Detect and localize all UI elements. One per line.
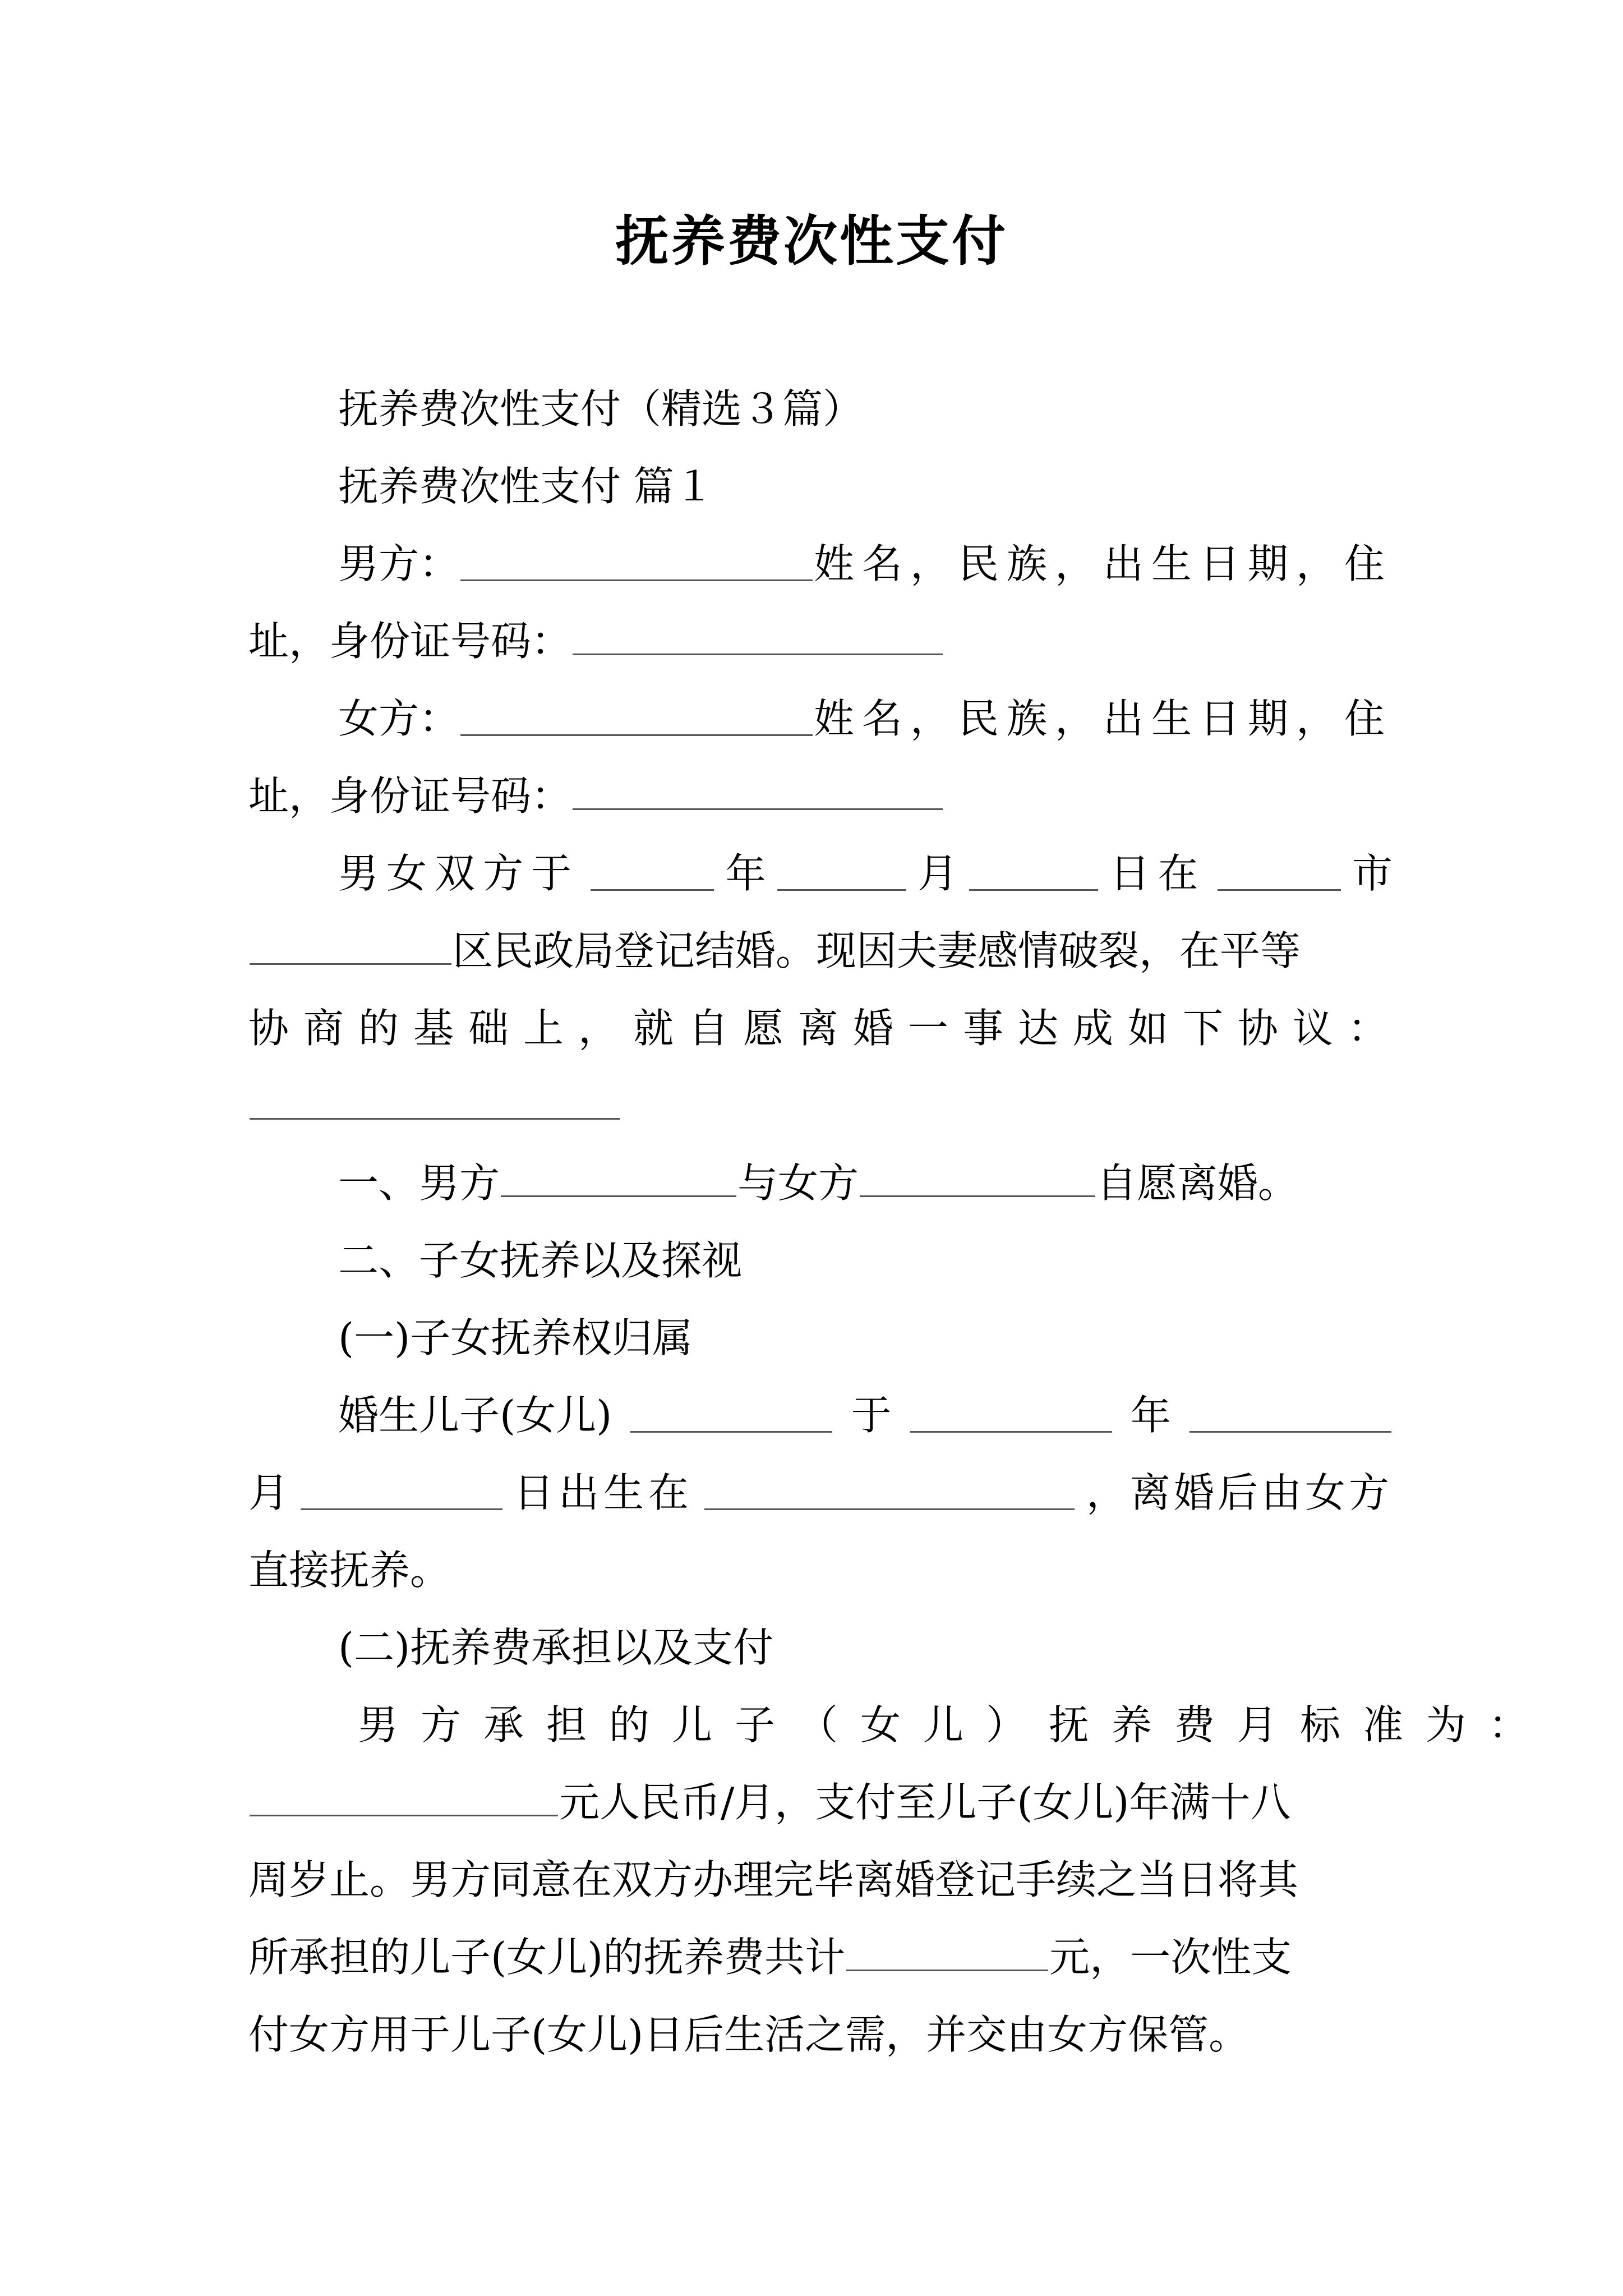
clause-2-2-heading: (二)抚养费承担以及支付 xyxy=(338,1624,774,1671)
clause-1-male-blank xyxy=(501,1163,736,1197)
agreement-blank-line xyxy=(248,1067,1393,1144)
document-title: 抚养费次性支付 xyxy=(615,209,1008,273)
marriage-day-label: 日在 xyxy=(1109,850,1206,897)
female-id-blank xyxy=(573,776,943,810)
male-party-line xyxy=(248,525,1393,602)
support-amount-blank xyxy=(250,1782,558,1816)
male-party-line-cont xyxy=(248,602,1393,680)
support-total-blank xyxy=(846,1937,1048,1971)
marriage-prefix: 男女双方于 xyxy=(338,850,580,897)
marriage-day-blank xyxy=(969,857,1098,891)
custody-line-3: 直接抚养。 xyxy=(248,1547,451,1594)
support-line-4 xyxy=(248,1918,1393,1996)
marriage-line-2 xyxy=(248,912,1393,990)
marriage-month-blank xyxy=(777,857,906,891)
custody-year-blank xyxy=(910,1398,1112,1433)
female-name-blank xyxy=(460,702,813,736)
female-party-label: 女方： xyxy=(338,695,460,742)
custody-prefix: 婚生儿子(女儿) xyxy=(338,1392,612,1439)
support-line-2 xyxy=(248,1764,1393,1841)
clause-1 xyxy=(248,1144,1393,1222)
support-line-4-suffix: 元，一次性支 xyxy=(1049,1934,1292,1981)
custody-year-label: 年 xyxy=(1130,1392,1171,1439)
subtitle: 抚养费次性支付（精选３篇） xyxy=(338,385,864,432)
marriage-district-blank xyxy=(250,931,451,965)
marriage-city-label: 市 xyxy=(1352,850,1393,897)
female-party-fields: 姓名，民族，出生日期，住 xyxy=(813,695,1393,742)
male-name-blank xyxy=(460,547,813,581)
support-line-1 xyxy=(248,1686,1552,1764)
custody-line-1 xyxy=(248,1377,1393,1454)
female-party-line xyxy=(248,680,1393,757)
agreement-blank xyxy=(250,1085,620,1120)
section-heading: 抚养费次性支付 篇１ xyxy=(338,463,714,510)
male-id-blank xyxy=(573,621,943,655)
clause-2-heading: 二、子女抚养以及探视 xyxy=(338,1237,743,1284)
support-line-3: 周岁止。男方同意在双方办理完毕离婚登记手续之当日将其 xyxy=(248,1856,1299,1903)
marriage-month-label: 月 xyxy=(917,850,958,897)
male-party-fields: 姓名，民族，出生日期，住 xyxy=(813,540,1393,587)
marriage-line-1 xyxy=(248,835,1393,912)
custody-month-blank xyxy=(1189,1398,1391,1433)
support-line-5: 付女方用于儿子(女儿)日后生活之需，并交由女方保管。 xyxy=(248,2011,1249,2058)
custody-line-2 xyxy=(248,1454,1393,1531)
clause-2-1-heading: (一)子女抚养权归属 xyxy=(338,1314,693,1361)
clause-1-female-blank xyxy=(860,1163,1095,1197)
marriage-year-blank xyxy=(591,857,714,891)
male-party-label: 男方： xyxy=(338,540,460,587)
marriage-year-label: 年 xyxy=(725,850,766,897)
female-party-line-cont xyxy=(248,757,1393,835)
male-party-fields-cont: 址，身份证号码： xyxy=(248,618,572,665)
clause-1-suffix: 自愿离婚。 xyxy=(1096,1159,1299,1207)
support-line-4-prefix: 所承担的儿子(女儿)的抚养费共计 xyxy=(248,1934,846,1981)
custody-yu: 于 xyxy=(851,1392,892,1439)
clause-1-middle: 与女方 xyxy=(737,1159,859,1207)
custody-month-label: 月 xyxy=(248,1469,289,1516)
marriage-line-2-text: 区民政局登记结婚。现因夫妻感情破裂，在平等 xyxy=(453,927,1301,974)
custody-place-blank xyxy=(704,1476,1075,1510)
custody-child-blank xyxy=(630,1398,832,1433)
support-line-1-text: 男方承担的儿子（女儿）抚养费月标准为： xyxy=(358,1701,1552,1749)
clause-1-prefix: 一、男方 xyxy=(338,1159,500,1207)
marriage-line-3-text: 协商的基础上，就自愿离婚一事达成如下协议： xyxy=(248,1005,1403,1052)
custody-day-blank xyxy=(301,1476,502,1510)
marriage-city-blank xyxy=(1218,857,1341,891)
support-line-2-text: 元人民币/月，支付至儿子(女儿)年满十八 xyxy=(559,1779,1291,1826)
custody-after: ，离婚后由女方 xyxy=(1086,1469,1393,1516)
female-party-fields-cont: 址，身份证号码： xyxy=(248,772,572,820)
marriage-line-3 xyxy=(248,990,1403,1067)
custody-born-at: 日出生在 xyxy=(513,1469,693,1516)
document-body xyxy=(248,370,1552,2073)
